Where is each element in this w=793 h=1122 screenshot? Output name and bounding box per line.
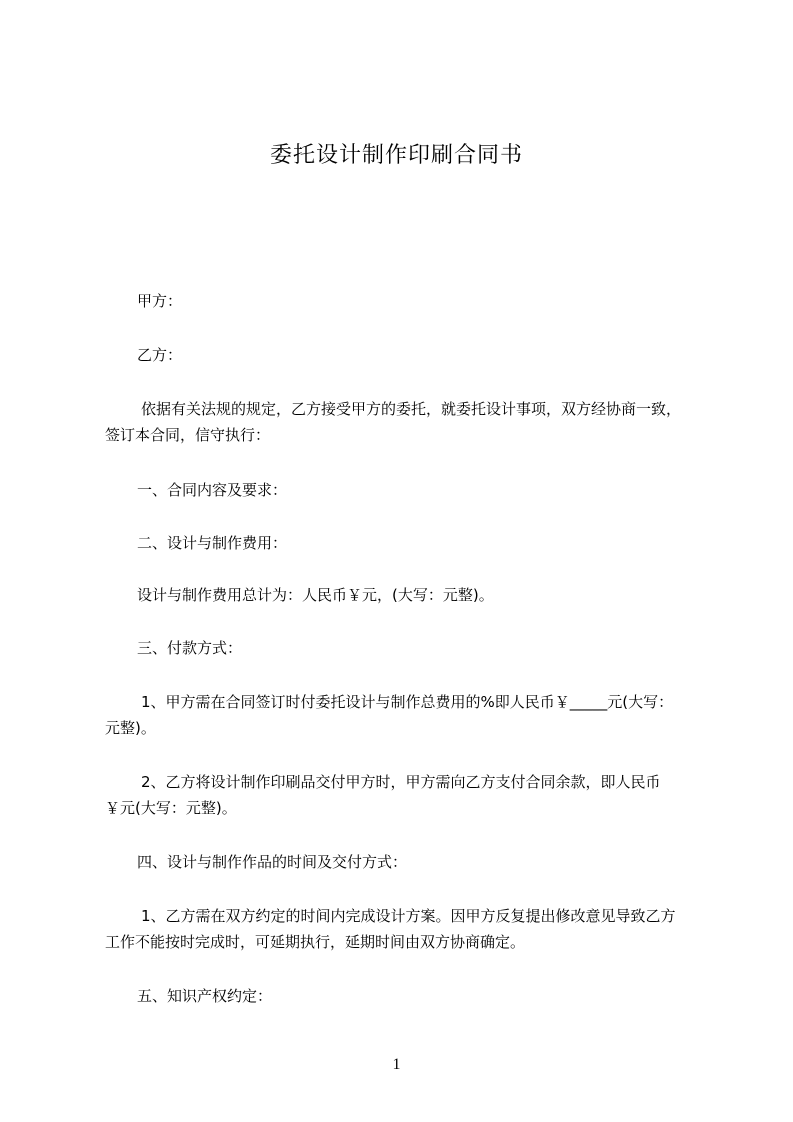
page-number: 1 — [392, 1056, 401, 1073]
payment-item-1-line-1: 1、甲方需在合同签订时付委托设计与制作总费用的%即人民币￥_____元(大写： — [141, 693, 674, 711]
section-2-heading: 二、设计与制作费用： — [137, 534, 288, 552]
party-a-label: 甲方： — [137, 292, 183, 310]
payment-item-2-line-2: ￥元(大写：元整)。 — [105, 799, 237, 817]
fee-statement: 设计与制作费用总计为：人民币￥元，(大写：元整)。 — [137, 586, 494, 604]
section-5-heading: 五、知识产权约定： — [137, 987, 273, 1005]
document-title: 委托设计制作印刷合同书 — [269, 143, 523, 168]
delivery-item-1-line-2: 工作不能按时完成时，可延期执行，延期时间由双方协商确定。 — [105, 933, 526, 951]
section-3-heading: 三、付款方式： — [137, 639, 243, 657]
party-b-label: 乙方： — [137, 346, 183, 364]
payment-item-2-line-1: 2、乙方将设计制作印刷品交付甲方时，甲方需向乙方支付合同余款，即人民币 — [141, 773, 661, 791]
intro-line-2: 签订本合同，信守执行： — [105, 426, 271, 444]
section-4-heading: 四、设计与制作作品的时间及交付方式： — [137, 853, 408, 871]
payment-item-1-line-2: 元整)。 — [105, 719, 156, 737]
delivery-item-1-line-1: 1、乙方需在双方约定的时间内完成设计方案。因甲方反复提出修改意见导致乙方 — [141, 907, 676, 925]
section-1-heading: 一、合同内容及要求： — [137, 481, 288, 499]
intro-line-1: 依据有关法规的规定，乙方接受甲方的委托，就委托设计事项，双方经协商一致， — [141, 400, 682, 418]
